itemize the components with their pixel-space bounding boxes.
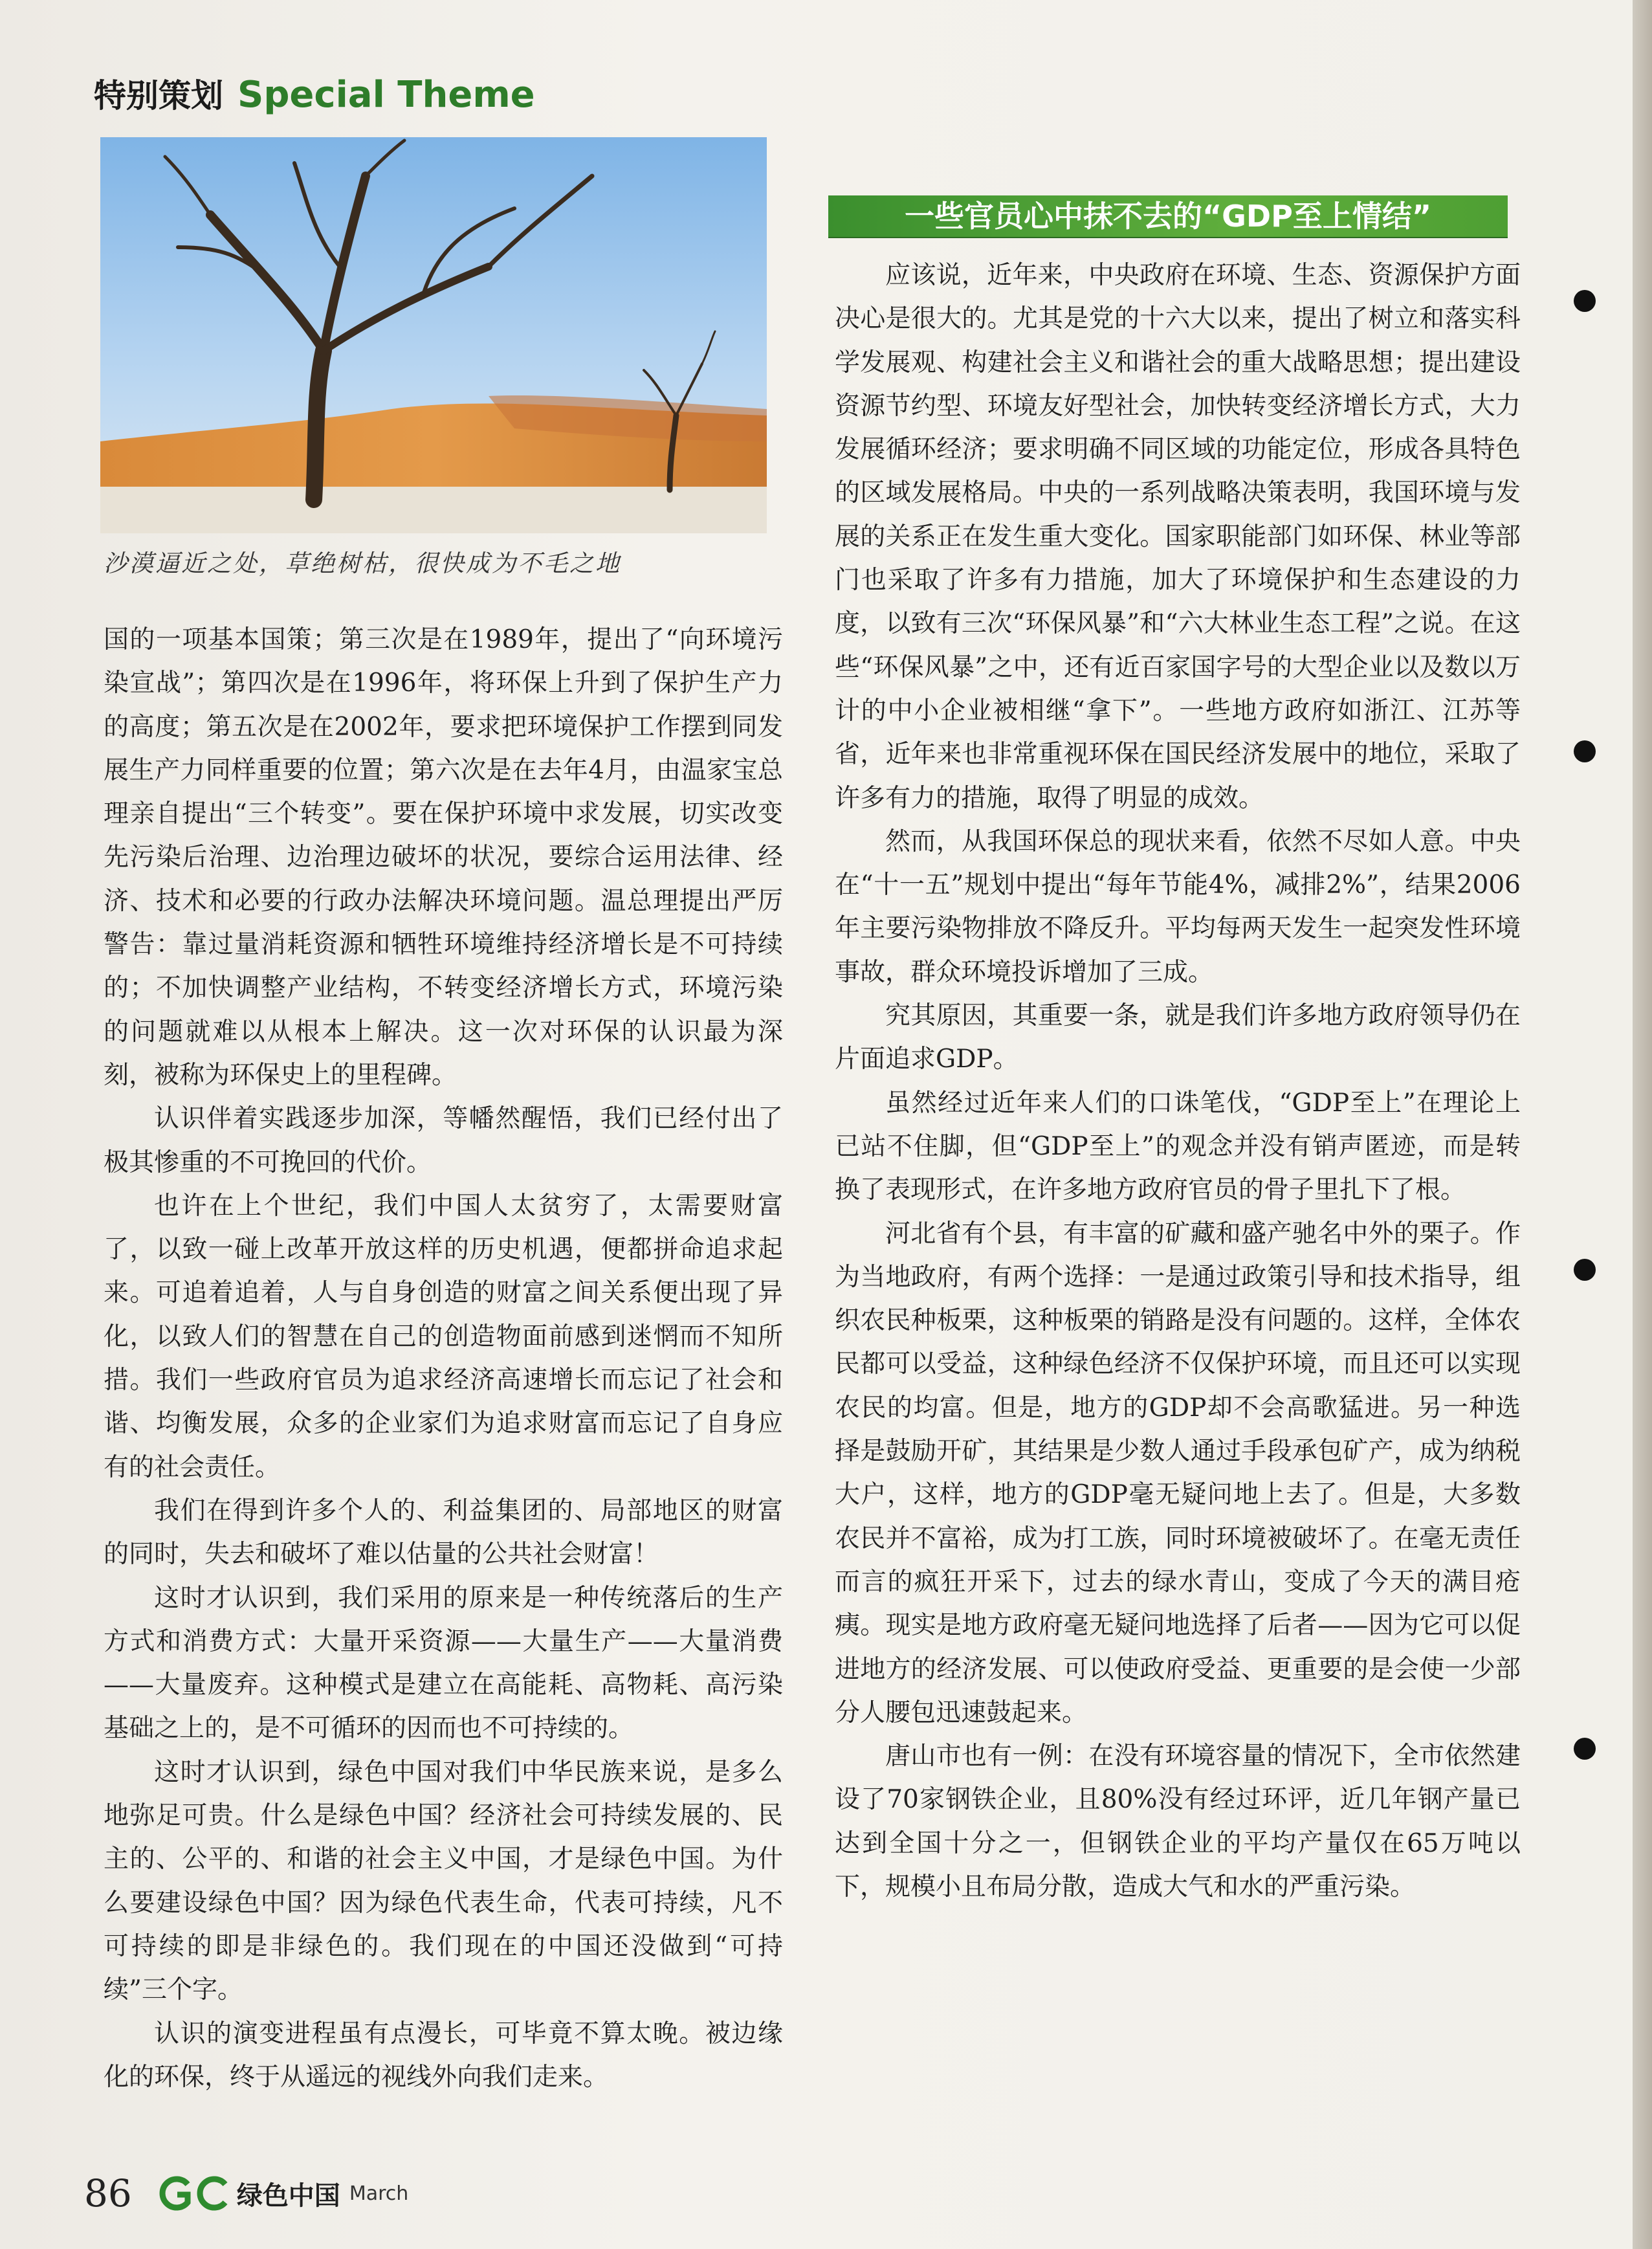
binder-hole-icon xyxy=(1574,1259,1596,1281)
binder-hole-icon xyxy=(1574,740,1596,762)
right-column xyxy=(835,254,1521,1909)
gc-logo-icon xyxy=(158,2175,233,2211)
paragraph: 唐山市也有一例：在没有环境容量的情况下，全市依然建设了70家钢铁企业，且80%没有经过环评，近几年钢产量已达到全国十分之一，但钢铁企业的平均产量仅在65万吨以下，规模小且布局分散，造成大气和水的严重污染。 xyxy=(835,1742,1521,1901)
paragraph: 认识的演变进程虽有点漫长，可毕竟不算太晚。被边缘化的环保，终于从遥远的视线外向我们走来。 xyxy=(104,2019,783,2092)
paragraph: 河北省有个县，有丰富的矿藏和盛产驰名中外的栗子。作为当地政府，有两个选择：一是通过政策引导和技术指导，组织农民种板栗，这种板栗的销路是没有问题的。这样，全体农民都可以受益，这种绿色经济不仅保护环境，而且还可以实现农民的均富。但是，地方的GDP却不会高歌猛进。另一种选择是鼓励开矿，其结果是少数人通过手段承包矿产，成为纳税大户，这样，地方的GDP毫无疑问地上去了。但是，大多数农民并不富裕，成为打工族，同时环境被破坏了。在毫无责任而言的疯狂开采下，过去的绿水青山，变成了今天的满目疮痍。现实是地方政府毫无疑问地选择了后者——因为它可以促进地方的经济发展、可以使政府受益、更重要的是会使一少部分人腰包迅速鼓起来。 xyxy=(835,1219,1521,1727)
section-title-en: Special Theme xyxy=(237,74,535,116)
left-column xyxy=(104,618,783,2099)
paragraph: 我们在得到许多个人的、利益集团的、局部地区的财富的同时，失去和破坏了难以估量的公共社会财富！ xyxy=(104,1496,783,1569)
paragraph: 应该说，近年来，中央政府在环境、生态、资源保护方面决心是很大的。尤其是党的十六大以来，提出了树立和落实科学发展观、构建社会主义和谐社会的重大战略思想；提出建设资源节约型、环境友好型社会，加快转变经济增长方式，大力发展循环经济；要求明确不同区域的功能定位，形成各具特色的区域发展格局。中央的一系列战略决策表明，我国环境与发展的关系正在发生重大变化。国家职能部门如环保、林业等部门也采取了许多有力措施，加大了环境保护和生态建设的力度，以致有三次“环保风暴”和“六大林业生态工程”之说。在这些“环保风暴”之中，还有近百家国字号的大型企业以及数以万计的中小企业被相继“拿下”。一些地方政府如浙江、江苏等省，近年来也非常重视环保在国民经济发展中的地位，采取了许多有力的措施，取得了明显的成效。 xyxy=(835,261,1521,813)
page-number: 86 xyxy=(84,2171,132,2215)
magazine-name: 绿色中国 xyxy=(236,2180,340,2211)
paragraph: 认识伴着实践逐步加深，等幡然醒悟，我们已经付出了极其惨重的不可挽回的代价。 xyxy=(104,1104,783,1177)
issue-month: March xyxy=(349,2182,409,2205)
subheading-banner: 一些官员心中抹不去的“GDP至上情结” xyxy=(828,195,1508,237)
section-header xyxy=(94,70,535,116)
paragraph: 然而，从我国环保总的现状来看，依然不尽如人意。中央在“十一五”规划中提出“每年节能4%，减排2%”，结果2006年主要污染物排放不降反升。平均每两天发生一起突发性环境事故，群众环境投诉增加了三成。 xyxy=(835,826,1521,987)
paragraph: 究其原因，其重要一条，就是我们许多地方政府领导仍在片面追求GDP。 xyxy=(835,1001,1521,1074)
paragraph: 也许在上个世纪，我们中国人太贫穷了，太需要财富了，以致一碰上改革开放这样的历史机遇，便都拼命追求起来。可追着追着，人与自身创造的财富之间关系便出现了异化，以致人们的智慧在自己的创造物面前感到迷惘而不知所措。我们一些政府官员为追求经济高速增长而忘记了社会和谐、均衡发展，众多的企业家们为追求财富而忘记了自身应有的社会责任。 xyxy=(104,1191,783,1482)
magazine-logo xyxy=(158,2175,408,2212)
paragraph: 这时才认识到，我们采用的原来是一种传统落后的生产方式和消费方式：大量开采资源——大量生产——大量消费——大量废弃。这种模式是建立在高能耗、高物耗、高污染基础之上的，是不可循环的因而也不可持续的。 xyxy=(104,1583,783,1744)
desert-tree-photo xyxy=(100,137,767,533)
paragraph: 国的一项基本国策；第三次是在1989年，提出了“向环境污染宣战”；第四次是在1996年，将环保上升到了保护生产力的高度；第五次是在2002年，要求把环境保护工作摆到同发展生产力同样重要的位置；第六次是在去年4月，由温家宝总理亲自提出“三个转变”。要在保护环境中求发展，切实改变先污染后治理、边治理边破坏的状况，要综合运用法律、经济、技术和必要的行政办法解决环境问题。温总理提出严厉警告：靠过量消耗资源和牺牲环境维持经济增长是不可持续的；不加快调整产业结构，不转变经济增长方式，环境污染的问题就难以从根本上解决。这一次对环保的认识最为深刻，被称为环保史上的里程碑。 xyxy=(104,625,783,1090)
page-footer xyxy=(84,2171,408,2215)
photo-caption: 沙漠逼近之处，草绝树枯，很快成为不毛之地 xyxy=(104,549,621,577)
paragraph: 这时才认识到，绿色中国对我们中华民族来说，是多么地弥足可贵。什么是绿色中国？经济社会可持续发展的、民主的、公平的、和谐的社会主义中国，才是绿色中国。为什么要建设绿色中国？因为绿色代表生命，代表可持续，凡不可持续的即是非绿色的。我们现在的中国还没做到“可持续”三个字。 xyxy=(104,1757,783,2005)
binder-hole-icon xyxy=(1574,290,1596,312)
page-edge xyxy=(1633,0,1652,2249)
section-title-cn: 特别策划 xyxy=(94,77,223,115)
binder-hole-icon xyxy=(1574,1738,1596,1760)
paragraph: 虽然经过近年来人们的口诛笔伐，“GDP至上”在理论上已站不住脚，但“GDP至上”的观念并没有销声匿迹，而是转换了表现形式，在许多地方政府官员的骨子里扎下了根。 xyxy=(835,1088,1521,1205)
